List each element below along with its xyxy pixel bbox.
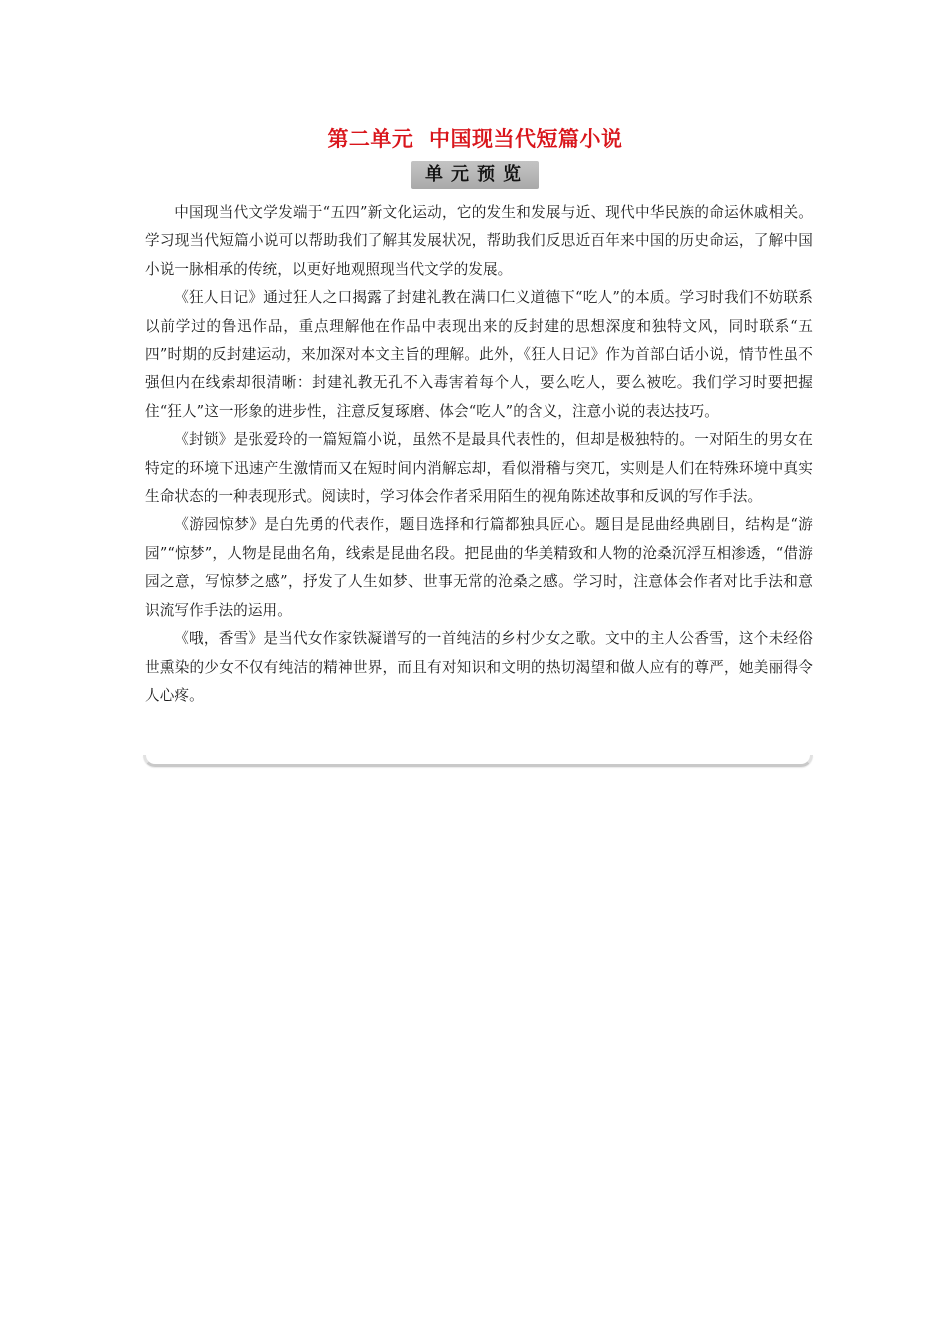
- paragraph-o-xiangxue: 《哦，香雪》是当代女作家铁凝谱写的一首纯洁的乡村少女之歌。文中的主人公香雪，这个未经俗世熏染的少女不仅有纯洁的精神世界，而且有对知识和文明的热切渴望和做人应有的尊严，她美丽得令人心疼。: [145, 630, 813, 704]
- paragraph-fengsuo: 《封锁》是张爱玲的一篇短篇小说，虽然不是最具代表性的，但却是极独特的。一对陌生的男女在特定的环境下迅速产生激情而又在短时间内消解忘却，看似滑稽与突兀，实则是人们在特殊环境中真实生命状态的一种表现形式。阅读时，学习体会作者采用陌生的视角陈述故事和反讽的写作手法。: [145, 431, 813, 506]
- section-badge: 单元预览: [411, 161, 539, 189]
- section-badge-row: [0, 161, 950, 189]
- preview-content: [145, 199, 813, 710]
- paragraph-intro: 中国现当代文学发端于“五四”新文化运动，它的发生和发展与近、现代中华民族的命运休戚相关。学习现当代短篇小说可以帮助我们了解其发展状况，帮助我们反思近百年来中国的历史命运，了解中国小说一脉相承的传统，以更好地观照现当代文学的发展。: [145, 204, 813, 278]
- unit-title: 第二单元 中国现当代短篇小说: [327, 127, 623, 151]
- content-frame-bottom: [143, 755, 813, 767]
- paragraph-kuangren-riji: 《狂人日记》通过狂人之口揭露了封建礼教在满口仁义道德下“吃人”的本质。学习时我们不妨联系以前学过的鲁迅作品，重点理解他在作品中表现出来的反封建的思想深度和独特文风，同时联系“五四”时期的反封建运动，来加深对本文主旨的理解。此外，《狂人日记》作为首部白话小说，情节性虽不强但内在线索却很清晰：封建礼教无孔不入毒害着每个人，要么吃人，要么被吃。我们学习时要把握住“狂人”这一形象的进步性，注意反复琢磨、体会“吃人”的含义，注意小说的表达技巧。: [145, 289, 813, 420]
- paragraph-youyuan-jingmeng: 《游园惊梦》是白先勇的代表作，题目选择和行篇都独具匠心。题目是昆曲经典剧目，结构是“游园”“惊梦”，人物是昆曲名角，线索是昆曲名段。把昆曲的华美精致和人物的沧桑沉浮互相渗透，“借游园之意，写惊梦之感”，抒发了人生如梦、世事无常的沧桑之感。学习时，注意体会作者对比手法和意识流写作手法的运用。: [145, 516, 813, 619]
